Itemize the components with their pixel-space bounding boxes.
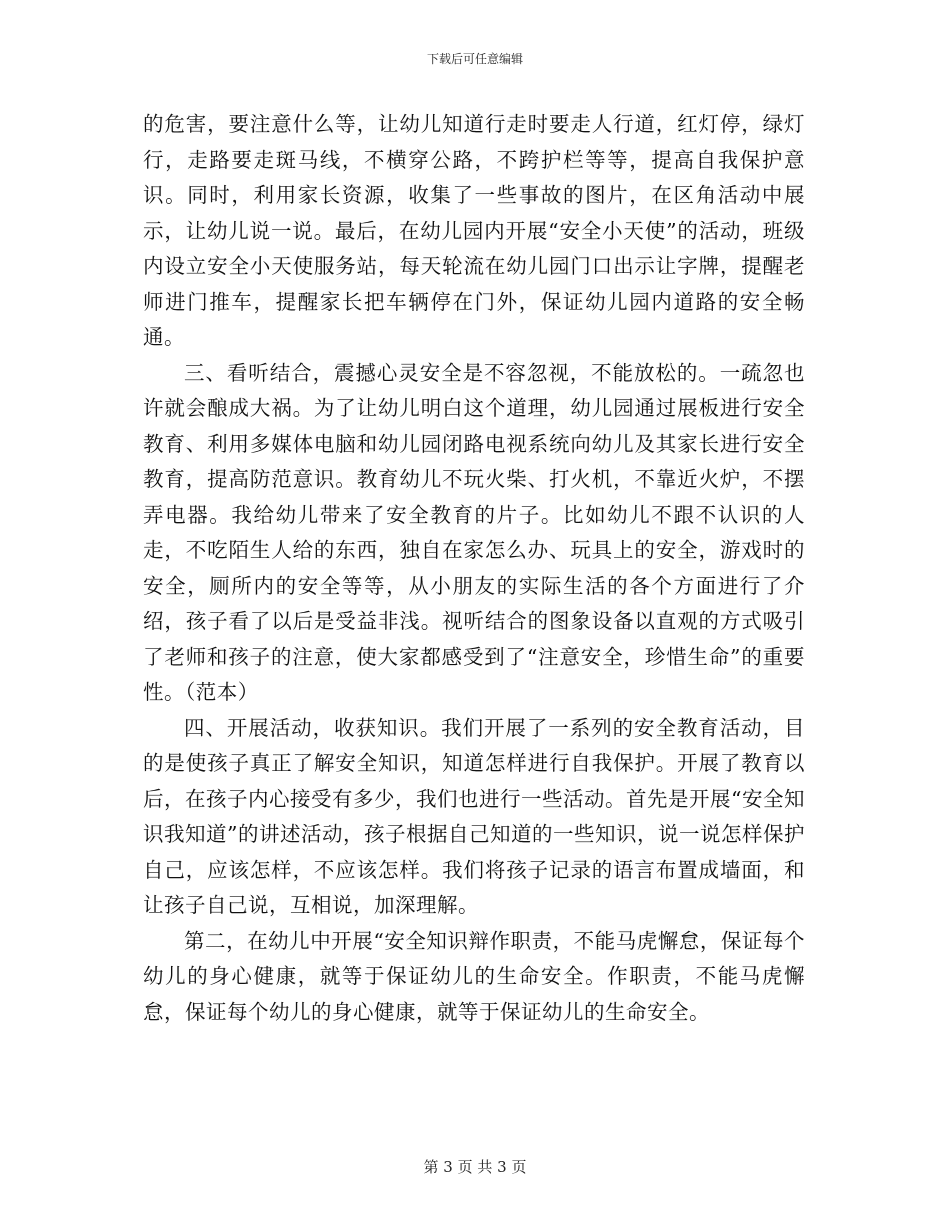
page-header-note: 下载后可任意编辑 [426,52,523,66]
document-body [143,107,805,1030]
paragraph-second-point: 第二，在幼儿中开展“安全知识辩作职责，不能马虎懈怠，保证每个幼儿的身心健康，就等于保证幼儿的生命安全。作职责，不能马虎懈怠，保证每个幼儿的身心健康，就等于保证幼儿的生命安全。 [143,928,805,1024]
paragraph-section-three: 三、看听结合，震撼心灵安全是不容忽视，不能放松的。一疏忽也许就会酿成大祸。为了让幼儿明白这个道理，幼儿园通过展板进行安全教育、利用多媒体电脑和幼儿园闭路电视系统向幼儿及其家长进行安全教育，提高防范意识。教育幼儿不玩火柴、打火机，不靠近火炉，不摆弄电器。我给幼儿带来了安全教育的片子。比如幼儿不跟不认识的人走，不吃陌生人给的东西，独自在家怎么办、玩具上的安全，游戏时的安全，厕所内的安全等等，从小朋友的实际生活的各个方面进行了介绍，孩子看了以后是受益非浅。视听结合的图象设备以直观的方式吸引了老师和孩子的注意，使大家都感受到了“注意安全，珍惜生命”的重要性。（范本） [143,360,805,704]
page-number: 第 3 页 共 3 页 [423,1158,527,1176]
paragraph-continuation: 的危害，要注意什么等，让幼儿知道行走时要走人行道，红灯停，绿灯行，走路要走斑马线，不横穿公路，不跨护栏等等，提高自我保护意识。同时，利用家长资源，收集了一些事故的图片，在区角活动中展示，让幼儿说一说。最后，在幼儿园内开展“安全小天使”的活动，班级内设立安全小天使服务站，每天轮流在幼儿园门口出示让字牌，提醒老师进门推车，提醒家长把车辆停在门外，保证幼儿园内道路的安全畅通。 [143,112,805,349]
paragraph-section-four: 四、开展活动，收获知识。我们开展了一系列的安全教育活动，目的是使孩子真正了解安全知识，知道怎样进行自我保护。开展了教育以后，在孩子内心接受有多少，我们也进行一些活动。首先是开展“安全知识我知道”的讲述活动，孩子根据自己知道的一些知识，说一说怎样保护自己，应该怎样，不应该怎样。我们将孩子记录的语言布置成墙面，和让孩子自己说，互相说，加深理解。 [143,715,805,917]
